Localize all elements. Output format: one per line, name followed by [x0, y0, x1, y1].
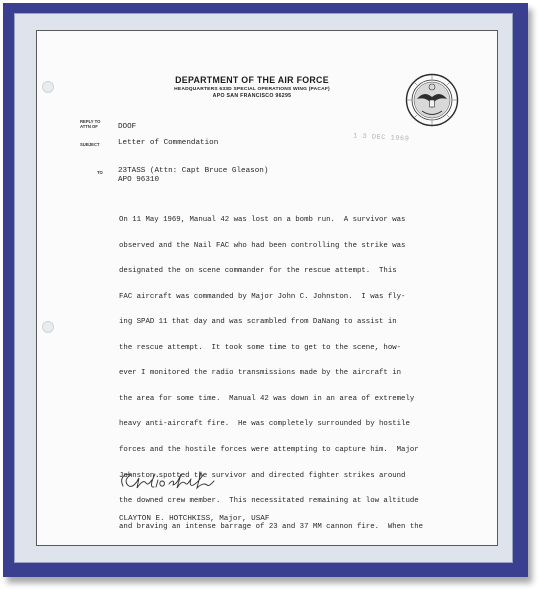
address-line: APO SAN FRANCISCO 96295 — [212, 93, 292, 99]
body-line: Johnston spotted the survivor and directed fighter strikes around — [119, 471, 406, 480]
to-address: 23TASS (Attn: Capt Bruce Gleason) APO 96310 — [118, 167, 269, 184]
subject-label: SUBJECT — [80, 142, 100, 147]
to-label: TO — [97, 170, 103, 175]
signature-block — [119, 493, 269, 546]
body-line: the rescue attempt. It took some time to get to the scene, how- — [119, 343, 402, 352]
headquarters-line: HEADQUARTERS 633D SPECIAL OPERATIONS WING (PACAF) — [174, 87, 330, 92]
department-name: DEPARTMENT OF THE AIR FORCE — [175, 75, 329, 85]
body-line: heavy anti-aircraft fire. He was completely surrounded by hostile — [119, 420, 410, 429]
punch-hole — [42, 321, 54, 333]
handwritten-signature — [117, 466, 217, 494]
body-line: forces and the hostile forces were attempting to capture him. Major — [119, 445, 419, 454]
body-line: ever I monitored the radio transmissions made by the aircraft in — [119, 369, 402, 378]
body-line: the downed crew member. This necessitated remaining at low altitude — [119, 497, 419, 506]
subject-value: Letter of Commendation — [118, 139, 219, 147]
dod-seal-icon — [405, 73, 459, 127]
body-line: On 11 May 1969, Manual 42 was lost on a bomb run. A survivor was — [119, 216, 406, 225]
body-line: ing SPAD 11 that day and was scrambled from DaNang to assist in — [119, 318, 397, 327]
signer-title — [119, 546, 269, 547]
reply-to-value: DOOF — [118, 123, 137, 131]
body-line: and braving an intense barrage of 23 and 37 MM cannon fire. When the — [119, 522, 424, 531]
received-stamp: 1 3 DEC 1969 — [352, 132, 410, 144]
body-line: FAC aircraft was commanded by Major John C. Johnston. I was fly- — [119, 292, 406, 301]
signer-name: CLAYTON E. HOTCHKISS, Major, USAF — [119, 515, 270, 523]
letter-page — [36, 30, 498, 546]
body-line: the area for some time. Manual 42 was down in an area of extremely — [119, 394, 415, 403]
body-line: designated the on scene commander for the rescue attempt. This — [119, 267, 397, 276]
punch-hole — [42, 81, 54, 93]
letterhead — [127, 75, 377, 99]
body-line: observed and the Nail FAC who had been controlling the strike was — [119, 241, 406, 250]
reply-to-label: REPLY TO ATTN OF — [80, 119, 101, 129]
